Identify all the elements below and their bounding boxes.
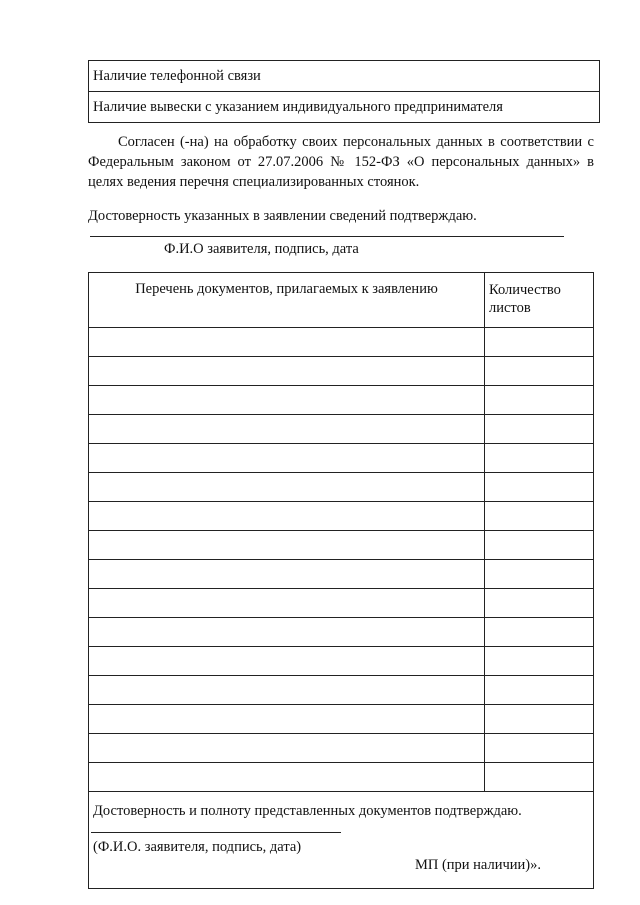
sheet-count-cell[interactable] — [485, 705, 594, 734]
table-row — [89, 647, 594, 676]
table-footer-row — [89, 792, 594, 889]
table-row — [89, 676, 594, 705]
sheet-count-cell[interactable] — [485, 502, 594, 531]
signature-caption: Ф.И.О заявителя, подпись, дата — [164, 241, 359, 257]
document-name-cell[interactable] — [89, 560, 485, 589]
footer-signature-line — [91, 832, 341, 833]
table-row — [89, 763, 594, 792]
facility-features-table — [88, 60, 600, 123]
sheet-count-cell[interactable] — [485, 618, 594, 647]
sheet-count-cell[interactable] — [485, 560, 594, 589]
documents-table — [88, 272, 594, 889]
header-document-list: Перечень документов, прилагаемых к заявлению — [89, 273, 485, 328]
signature-line — [90, 236, 564, 237]
sheet-count-cell[interactable] — [485, 734, 594, 763]
document-name-cell[interactable] — [89, 502, 485, 531]
table-row — [89, 531, 594, 560]
footer-stamp-note: МП (при наличии)». — [414, 857, 541, 873]
sheet-count-cell[interactable] — [485, 763, 594, 792]
sheet-count-cell[interactable] — [485, 415, 594, 444]
table-row — [89, 444, 594, 473]
document-name-cell[interactable] — [89, 473, 485, 502]
footer-confirmation: Достоверность и полноту представленных документов подтверждаю. — [93, 803, 522, 819]
footer-cell — [89, 792, 594, 889]
feature-signboard-cell: Наличие вывески с указанием индивидуального предпринимателя — [89, 92, 600, 123]
consent-paragraph: Согласен (-на) на обработку своих персональных данных в соответствии с Федеральным законом от 27.07.2006 № 152-ФЗ «О персональных данных» в целях ведения перечня специализированных стоянок. — [88, 134, 594, 190]
table-header-row — [89, 273, 594, 328]
table-row — [89, 502, 594, 531]
document-name-cell[interactable] — [89, 415, 485, 444]
table-row — [89, 734, 594, 763]
sheet-count-cell[interactable] — [485, 647, 594, 676]
document-name-cell[interactable] — [89, 647, 485, 676]
document-name-cell[interactable] — [89, 357, 485, 386]
table-row — [89, 560, 594, 589]
header-sheet-count: Количество листов — [485, 273, 594, 328]
sheet-count-cell[interactable] — [485, 386, 594, 415]
document-name-cell[interactable] — [89, 531, 485, 560]
table-row — [89, 415, 594, 444]
document-name-cell[interactable] — [89, 676, 485, 705]
confirmation-text: Достоверность указанных в заявлении сведений подтверждаю. — [88, 208, 477, 224]
document-name-cell[interactable] — [89, 386, 485, 415]
table-row — [89, 92, 600, 123]
table-row — [89, 473, 594, 502]
table-row — [89, 328, 594, 357]
table-row — [89, 589, 594, 618]
table-row — [89, 705, 594, 734]
document-name-cell[interactable] — [89, 444, 485, 473]
sheet-count-cell[interactable] — [485, 676, 594, 705]
sheet-count-cell[interactable] — [485, 531, 594, 560]
table-row — [89, 618, 594, 647]
document-name-cell[interactable] — [89, 734, 485, 763]
footer-signature-caption: (Ф.И.О. заявителя, подпись, дата) — [93, 839, 302, 855]
documents-table-body — [89, 328, 594, 792]
document-name-cell[interactable] — [89, 705, 485, 734]
sheet-count-cell[interactable] — [485, 473, 594, 502]
table-row — [89, 357, 594, 386]
document-name-cell[interactable] — [89, 763, 485, 792]
document-name-cell[interactable] — [89, 589, 485, 618]
document-name-cell[interactable] — [89, 618, 485, 647]
feature-phone-cell: Наличие телефонной связи — [89, 61, 600, 92]
document-name-cell[interactable] — [89, 328, 485, 357]
table-row — [89, 386, 594, 415]
table-row — [89, 61, 600, 92]
sheet-count-cell[interactable] — [485, 328, 594, 357]
sheet-count-cell[interactable] — [485, 589, 594, 618]
sheet-count-cell[interactable] — [485, 444, 594, 473]
sheet-count-cell[interactable] — [485, 357, 594, 386]
